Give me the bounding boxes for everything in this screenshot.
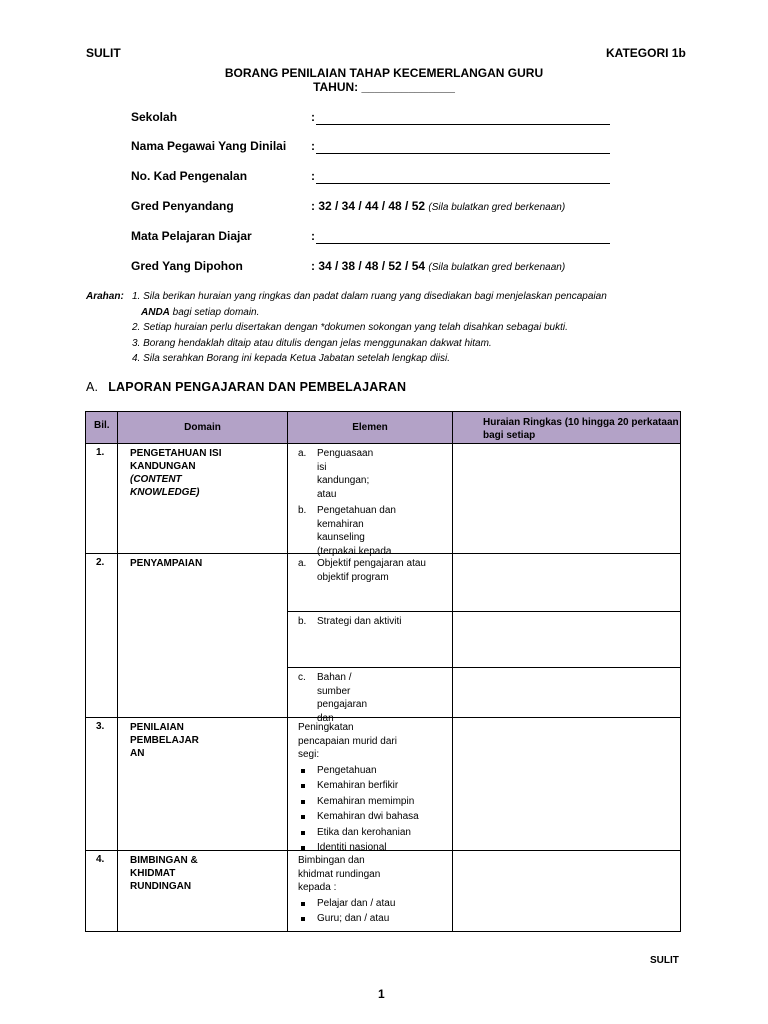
arahan-line-1b-rest: bagi setiap domain. <box>169 306 260 318</box>
field-label-mata-pelajaran: Mata Pelajaran Diajar <box>131 229 252 243</box>
field-line-sekolah[interactable] <box>316 124 610 125</box>
field-colon-ic: : <box>311 169 315 183</box>
page-number: 1 <box>378 987 385 1001</box>
list-item: c. Bahan / sumber pengajaran dan <box>298 672 368 724</box>
arahan-line-2: 2. Setiap huraian perlu disertakan dengan *dokumen sokongan yang telah disahkan sebagai bukti. <box>132 322 568 333</box>
list-item: Guru; dan / atau <box>298 912 446 926</box>
row-3-huraian-input[interactable] <box>453 718 681 851</box>
section-a-prefix: A. <box>86 380 99 394</box>
arahan-line-1: 1. Sila berikan huraian yang ringkas dan padat dalam ruang yang disediakan bagi menjelaskan pencapaian <box>132 291 607 302</box>
arahan-line-4: 4. Sila serahkan Borang ini kepada Ketua Jabatan setelah lengkap diisi. <box>132 353 450 364</box>
category-label: KATEGORI 1b <box>606 46 686 60</box>
classification-left: SULIT <box>86 46 121 60</box>
table-row <box>86 554 681 612</box>
field-label-gred-penyandang: Gred Penyandang <box>131 199 234 213</box>
arahan-list <box>132 289 692 367</box>
list-item: a. Objektif pengajaran atau objektif program <box>298 558 426 583</box>
header-huraian: Huraian Ringkas (10 hingga 20 perkataan bagi setiap <box>453 412 681 444</box>
field-line-nama[interactable] <box>316 153 610 154</box>
gred-dipohon-note: (Sila bulatkan gred berkenaan) <box>428 262 566 273</box>
field-label-sekolah: Sekolah <box>131 110 178 124</box>
year-label: TAHUN: ______________ <box>313 80 455 94</box>
table-header-row <box>86 412 681 444</box>
row-2c-huraian-input[interactable] <box>453 668 681 718</box>
row-2c-elemen <box>288 668 452 724</box>
header-bil: Bil. <box>86 412 118 444</box>
row-3-domain: PENILAIAN PEMBELAJAR AN <box>130 722 199 759</box>
list-item: Pelajar dan / atau <box>298 897 446 911</box>
list-item: b. Pengetahuan dan kemahiran kaunseling (terpakai kepada <box>298 505 396 557</box>
table-row <box>86 718 681 851</box>
section-a-heading <box>86 380 406 394</box>
row-2-domain: PENYAMPAIAN <box>130 558 203 569</box>
row-3-num: 3. <box>96 721 105 732</box>
row-3-elemen <box>288 718 452 853</box>
row-2-num: 2. <box>96 557 105 568</box>
row-3-intro: Peningkatan pencapaian murid dari segi: <box>298 722 397 760</box>
list-item: b. Strategi dan aktiviti <box>298 616 402 627</box>
row-1-num: 1. <box>96 447 105 458</box>
list-item: Pengetahuan <box>298 764 446 778</box>
arahan-anda: ANDA <box>141 306 170 318</box>
list-item: Identiti nasional <box>298 841 446 855</box>
row-2b-huraian-input[interactable] <box>453 612 681 668</box>
field-colon-sekolah: : <box>311 110 315 124</box>
field-colon-mata-pelajaran: : <box>311 229 315 243</box>
gred-dipohon-options[interactable] <box>311 259 565 273</box>
list-item: Etika dan kerohanian <box>298 826 446 840</box>
table-row <box>86 444 681 554</box>
row-4-elemen <box>288 851 452 931</box>
arahan-line-1b <box>132 305 692 321</box>
row-2b-elemen <box>288 612 452 667</box>
row-4-num: 4. <box>96 854 105 865</box>
field-label-nama: Nama Pegawai Yang Dinilai <box>131 139 287 153</box>
field-label-gred-dipohon: Gred Yang Dipohon <box>131 259 243 273</box>
table-row <box>86 851 681 932</box>
assessment-table <box>85 411 681 932</box>
header-domain: Domain <box>118 412 288 444</box>
list-item: Kemahiran berfikir <box>298 779 446 793</box>
row-4-huraian-input[interactable] <box>453 851 681 932</box>
header-elemen: Elemen <box>288 412 453 444</box>
list-item: Kemahiran dwi bahasa <box>298 810 446 824</box>
footer-classification: SULIT <box>650 955 679 966</box>
row-1-huraian-input[interactable] <box>453 444 681 554</box>
field-colon-nama: : <box>311 139 315 153</box>
row-4-domain: BIMBINGAN & KHIDMAT RUNDINGAN <box>130 855 198 892</box>
section-a-title: LAPORAN PENGAJARAN DAN PEMBELAJARAN <box>108 380 407 394</box>
gred-dipohon-values: : 34 / 38 / 48 / 52 / 54 <box>311 259 426 273</box>
row-1-domain: PENGETAHUAN ISI KANDUNGAN (CONTENT KNOWLEDGE) <box>118 444 287 499</box>
gred-penyandang-options[interactable] <box>311 199 565 213</box>
gred-penyandang-note: (Sila bulatkan gred berkenaan) <box>428 202 566 213</box>
field-line-mata-pelajaran[interactable] <box>316 243 610 244</box>
list-item: Kemahiran memimpin <box>298 795 446 809</box>
form-title: BORANG PENILAIAN TAHAP KECEMERLANGAN GURU <box>224 66 544 80</box>
arahan-label: Arahan: <box>86 291 124 302</box>
gred-penyandang-values: : 32 / 34 / 44 / 48 / 52 <box>311 199 426 213</box>
field-label-ic: No. Kad Pengenalan <box>131 169 248 183</box>
row-1-elemen <box>288 444 452 557</box>
list-item: a. Penguasaan isi kandungan; atau <box>298 448 374 500</box>
row-1-domain-english: (CONTENT KNOWLEDGE) <box>130 474 200 498</box>
row-4-intro: Bimbingan dan khidmat rundingan kepada : <box>298 855 381 893</box>
field-line-ic[interactable] <box>316 183 610 184</box>
row-2a-huraian-input[interactable] <box>453 554 681 612</box>
row-2a-elemen <box>288 554 452 611</box>
arahan-line-3: 3. Borang hendaklah ditaip atau ditulis dengan jelas menggunakan dakwat hitam. <box>132 337 492 349</box>
